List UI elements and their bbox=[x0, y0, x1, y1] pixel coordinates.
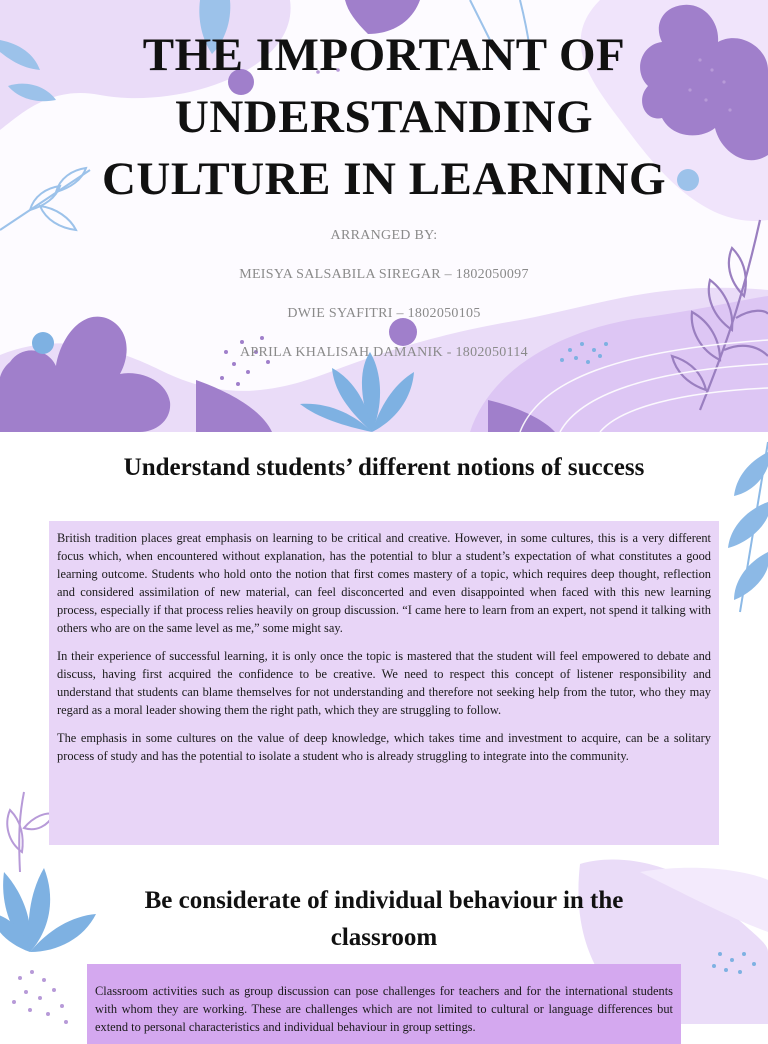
section1-paragraph: In their experience of successful learning, it is only once the topic is mastered that the student will feel empowered to debate and discuss, having first acquired the confidence to be creative. We need to respect this concept of listener responsibility and understand that students can blame themselves for not understanding and therefore not seeking help from the tutor, who they may regard as a moral leader showing them the right path, which they are struggling to follow. bbox=[57, 649, 711, 717]
section2-heading bbox=[40, 882, 728, 956]
author-line: MEISYA SALSABILA SIREGAR – 1802050097 bbox=[239, 267, 529, 282]
section1-paragraph: The emphasis in some cultures on the value of deep knowledge, which takes time and investment to acquire, can be a solitary process of study and has the potential to isolate a student who is already struggling to integrate into the community. bbox=[57, 731, 711, 763]
arranged-by-label: ARRANGED BY: bbox=[330, 228, 438, 243]
title-line: CULTURE IN LEARNING bbox=[101, 153, 667, 205]
title-line: THE IMPORTANT OF bbox=[142, 29, 626, 81]
title-line: UNDERSTANDING bbox=[174, 91, 594, 143]
dots-pattern-icon bbox=[12, 970, 68, 1024]
section2-paragraph: Classroom activities such as group discussion can pose challenges for teachers and for the international students with whom they are working. These are challenges which are not limited to cultural or language differences but extend to personal characteristics and individual behaviour in group settings. bbox=[95, 984, 673, 1034]
author-line: APRILA KHALISAH DAMANIK - 1802050114 bbox=[240, 345, 528, 360]
section1-text-panel bbox=[49, 521, 719, 845]
cover-slide bbox=[0, 0, 768, 432]
section2-heading-line: Be considerate of individual behaviour in the bbox=[144, 887, 624, 914]
purple-dot-icon bbox=[389, 318, 417, 346]
section2-heading-line: classroom bbox=[330, 924, 438, 951]
line-leaf-icon bbox=[7, 792, 54, 872]
dots-pattern-icon bbox=[220, 336, 270, 386]
section1-heading: Understand students’ different notions of success bbox=[123, 454, 645, 481]
page-title bbox=[40, 24, 728, 210]
section2-text-panel bbox=[87, 964, 681, 1044]
blue-leaf-icon bbox=[728, 442, 768, 612]
author-line: DWIE SYAFITRI – 1802050105 bbox=[287, 306, 481, 321]
section1-paragraph: British tradition places great emphasis on learning to be critical and creative. However, in some cultures, this is a very different focus which, when encountered without explanation, has the potential to blur a student’s expectation of what constitutes a good learning outcome. Students who hold onto the notion that first comes mastery of a topic, which requires deep thought, reflection and considered assimilation of new material, can feel disconcerted and even disappointed when faced with this new learning process, especially if that process relies heavily on group discussion. “I came here to learn from an expert, not spend it talking with others who are on the same level as me,” some might say. bbox=[57, 531, 711, 635]
